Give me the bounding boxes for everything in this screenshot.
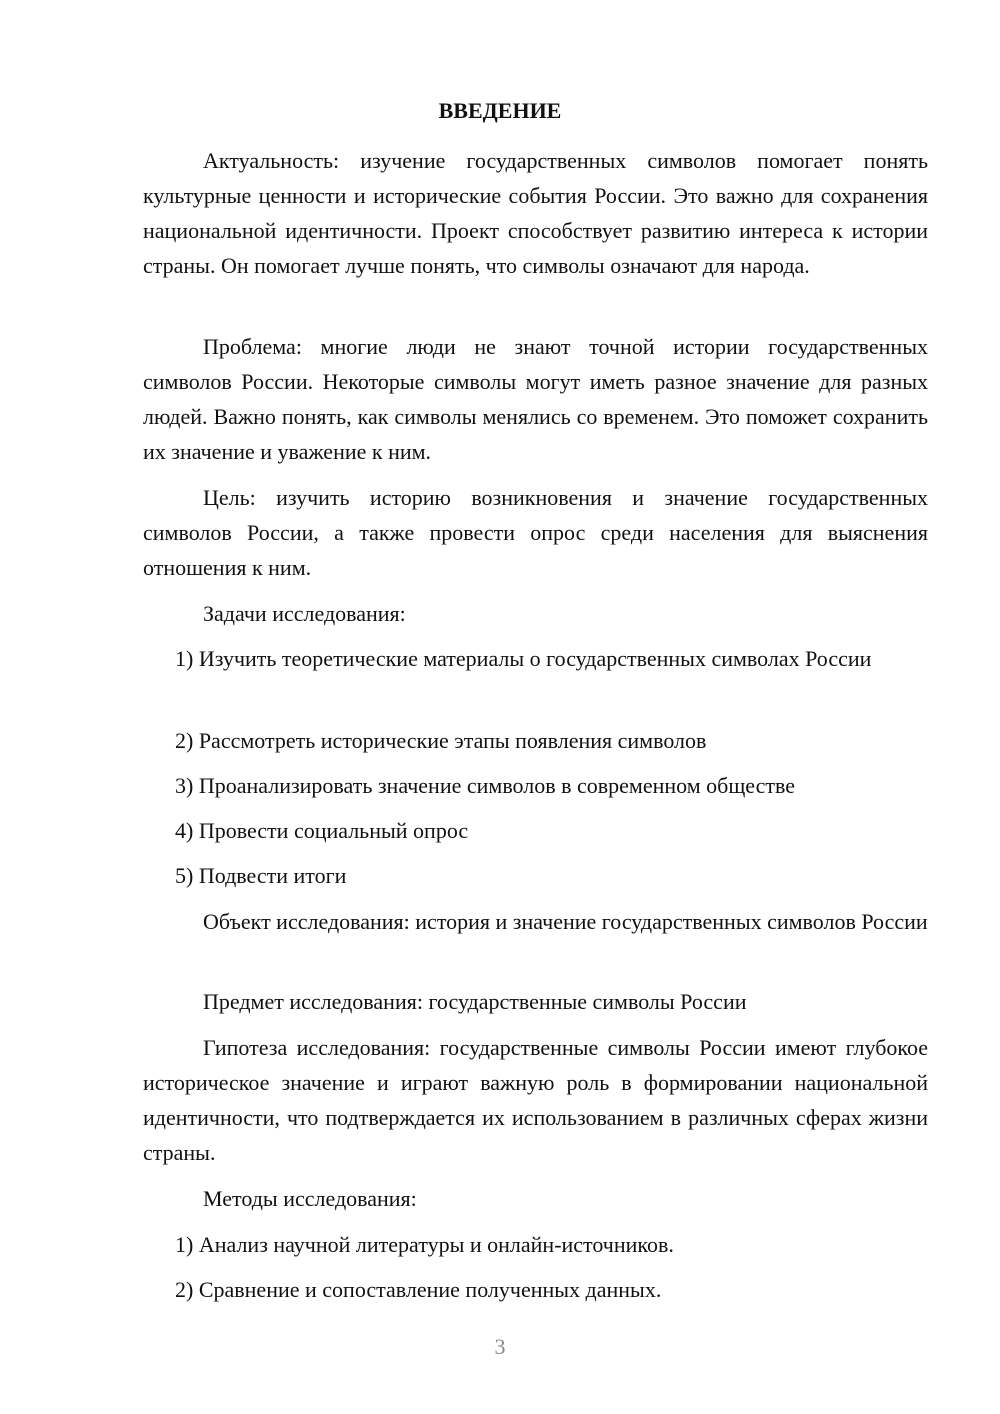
goal-paragraph: Цель: изучить историю возникновения и значение государственных символов России, а также провести опрос среди населения для выяснения отношения к ним. — [143, 485, 928, 580]
method-item: 1) Анализ научной литературы и онлайн-источников. — [175, 1232, 674, 1257]
hypothesis-paragraph: Гипотеза исследования: государственные символы России имеют глубокое историческое значение и играют важную роль в формировании национальной идентичности, что подтверждается их использованием в различных сферах жизни страны. — [143, 1035, 928, 1165]
methods-heading: Методы исследования: — [203, 1186, 417, 1211]
page-number: 3 — [494, 1334, 506, 1359]
tasks-heading: Задачи исследования: — [203, 601, 406, 626]
problem-paragraph: Проблема: многие люди не знают точной истории государственных символов России. Некоторые символы могут иметь разное значение для разных людей. Важно понять, как символы менялись со временем. Это поможет сохранить их значение и уважение к ним. — [143, 334, 928, 464]
task-item: 3) Проанализировать значение символов в современном обществе — [175, 773, 796, 798]
page-title: ВВЕДЕНИЕ — [438, 98, 562, 123]
task-item: 1) Изучить теоретические материалы о государственных символах России — [175, 646, 872, 671]
task-item: 4) Провести социальный опрос — [175, 818, 469, 843]
subject-paragraph: Предмет исследования: государственные символы России — [203, 989, 747, 1014]
method-item: 2) Сравнение и сопоставление полученных данных. — [175, 1277, 662, 1302]
task-item: 5) Подвести итоги — [175, 863, 347, 888]
task-item: 2) Рассмотреть исторические этапы появления символов — [175, 728, 707, 753]
relevance-paragraph: Актуальность: изучение государственных символов помогает понять культурные ценности и исторические события России. Это важно для сохранения национальной идентичности. Проект способствует развитию интереса к истории страны. Он помогает лучше понять, что символы означают для народа. — [143, 148, 928, 278]
object-paragraph: Объект исследования: история и значение государственных символов России — [203, 909, 928, 934]
